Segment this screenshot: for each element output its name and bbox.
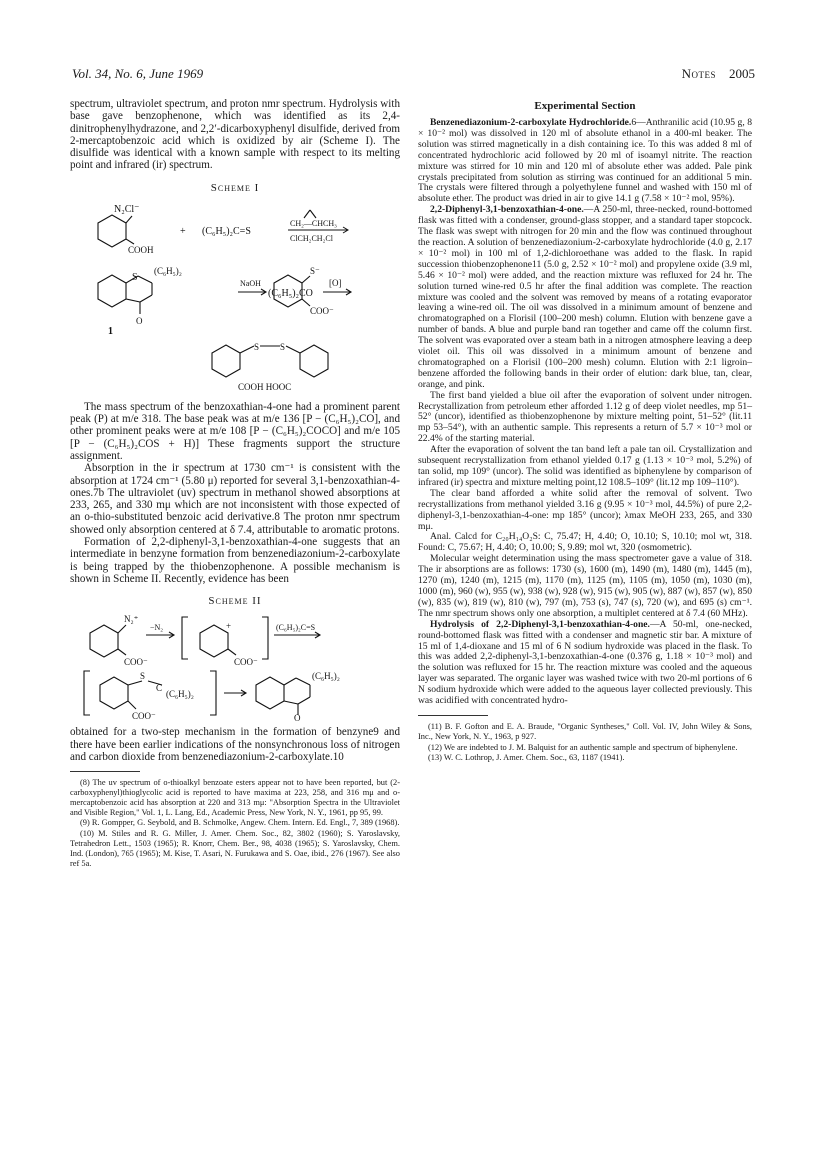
thiolate-label: S⁻	[310, 265, 320, 276]
diphenyl-label-2: (C₆H₅)₂	[312, 671, 340, 682]
right-column	[418, 98, 752, 764]
plus-sign: +	[180, 225, 186, 237]
paragraph-title: 2,2-Diphenyl-3,1-benzoxathian-4-one.	[430, 204, 584, 216]
diazonium-label: N₂⁺	[124, 614, 139, 625]
sulfonium-s-label: S	[140, 671, 146, 682]
experimental-paragraph: Molecular weight determination using the mass spectrometer gave a value of 318. The ir absorptions are as follows: 1730 (s), 1600 (m), 1490 (m), 1480 (m), 1445 (m), 1270 (m), 1240 (m), 1215 (m), 1170 (m), 1125 (m), 1105 (m), 1050 (m), 1030 (m), 1000 (m), 960 (w), 955 (w), 938 (w), 928 (w), 915 (w), 905 (w), 887 (w), 857 (w), 850 (w), 835 (w), 819 (w), 810 (w), 797 (m), 753 (s), 747 (s), 720 (w), and 695 (s) cm⁻¹. The nmr spectrum shows only one absorption, a multiplet centered at δ 7.4 (60 MHz).	[418, 553, 752, 619]
experimental-paragraph: The clear band afforded a white solid after the removal of solvent. Two recrystallizations from methanol yielded 3.16 g (9.95 × 10⁻³ mol, 44.5%) of pure 2,2-diphenyl-3,1-benzoxathian-4-one: mp 185° (uncor); λmax MeOH 233, 265, and 330 mμ.	[418, 487, 752, 532]
benzene-ring-disulfide-left	[212, 345, 240, 377]
footnote: (13) W. C. Lothrop, J. Amer. Chem. Soc., 63, 1187 (1941).	[428, 753, 625, 763]
scheme-1-title: Scheme I	[210, 181, 260, 194]
carboxylate-label-2: COO⁻	[234, 657, 258, 668]
experimental-paragraph	[418, 205, 752, 390]
footnote-rule	[70, 771, 140, 772]
experimental-paragraph	[418, 118, 752, 205]
ring-sulfur-label: S	[132, 271, 138, 283]
paragraph: Absorption in the ir spectrum at 1730 cm⁻¹ is consistent with the absorption at 1724 cm⁻¹ (5.80 μ) reported for several 3,1-benzoxathian-4-ones.7b The ultraviolet (uv) spectrum in methanol showed absorptions at 233, 265, and 330 mμ which are not inconsistent with those expected of an o-thio-substituted benzoic acid derivative.8 The proton nmr spectrum showed only absorption centered at δ 7.4, attributable to aromatic protons.	[70, 462, 400, 536]
cooh-label: COOH	[128, 244, 154, 255]
thiobenzophenone-label: (C₆H₅)₂C=S	[202, 225, 251, 237]
carboxylate-label: COO⁻	[310, 305, 334, 316]
experimental-paragraph: After the evaporation of solvent the tan band left a pale tan oil. Crystallization and subsequent recrystallization from ethanol yielded 0.17 g (1.13 × 10⁻³ mol, 5.2%) of tan solid, mp 109° (uncor). The solid was identified as biphenylene by comparison of infrared (ir) spectra and mixture melting point,12 108.5–109° (lit.12 mp 109–110°).	[418, 444, 752, 488]
section-heading: Experimental Section	[534, 100, 636, 112]
paragraph-title: Benzenediazonium-2-carboxylate Hydrochloride.	[430, 117, 632, 128]
footnote-rule	[418, 715, 488, 716]
thione-reagent-label: (C₆H₅)₂C=S	[276, 623, 316, 633]
footnote: (9) R. Gompper, G. Seybold, and B. Schmolke, Angew. Chem. Intern. Ed. Engl., 7, 389 (1968).	[80, 818, 400, 828]
scheme-2-title: Scheme II	[208, 595, 262, 608]
paragraph: The mass spectrum of the benzoxathian-4-one had a prominent parent peak (P) at m/e 318. The base peak was at m/e 136 [P − (C₆H₅)₂CO], and other prominent peaks were at m/e 108 [P − (C₆H₅)₂COCO] and m/e 105 [P − (C₆H₅)₂COS + H)] These fragments support the structure assignment.	[70, 400, 400, 462]
carboxylate-label: COO⁻	[124, 657, 148, 668]
paragraph: spectrum, ultraviolet spectrum, and proton nmr spectrum. Hydrolysis with base gave benzophenone, which was identified as its 2,4-dinitrophenylhydrazone, and 2,2′-dicarboxyphenyl disulfide, derived from 2-mercaptobenzoic acid which is oxidized by air (Scheme I). The disulfide was identical with a known sample with respect to its melting point and infrared (ir) spectrum.	[70, 98, 400, 172]
benzene-ring-diazonium	[98, 215, 126, 247]
benzophenone-label: (C₆H₅)₂CO	[268, 287, 313, 299]
diphenyl-label: (C₆H₅)₂	[154, 265, 182, 276]
diazonium-label: N₂Cl⁻	[114, 203, 140, 215]
solvent-label: ClCH₂CH₂Cl	[290, 233, 333, 243]
paragraph-title: Hydrolysis of 2,2-Diphenyl-3,1-benzoxathian-4-one.	[430, 618, 650, 630]
scheme-2-figure	[70, 611, 400, 721]
running-header-right	[682, 66, 755, 82]
diphenyl-label: (C₆H₅)₂	[166, 689, 194, 700]
footnote: (8) The uv spectrum of o-thioalkyl benzoate esters appear not to have been reported, but (2-carboxyphenyl)thioglycolic acid is reported to have maxima at 223, 258, and 316 mμ and o-mercaptobenzoic acid has absorption at 220 and 313 mμ: "Absorption Spectra in the Ultraviolet and Visible Region," Vol. 1, L. Lang, Ed., Academic Press, New York, N. Y., 1961, pp 95, 99.	[70, 778, 400, 817]
left-column	[70, 98, 400, 869]
paragraph-text: 6—Anthranilic acid (10.95 g, 8 × 10⁻² mol) was dissolved in 120 ml of absolute ethanol in a 400-ml beaker. The solution was stirred magnetically in a dish containing ice. To this was added 8 ml of concentrated hydrochloric acid followed by 20 ml of isoamyl nitrite. The reaction mixture was stirred for 10 min and 120 ml of absolute ether was added. Pale pink crystals precipitated from solution as stirring was continued for an additional 5 min. The crystals were filtered through a polyethylene funnel and washed with 150 ml of absolute ether. The product was dried in air to give 14.1 g (7.58 × 10⁻² mol, 95%).	[418, 117, 752, 205]
disulfide-s2: S	[280, 341, 286, 352]
paragraph-text: —A 50-ml, one-necked, round-bottomed flask was fitted with a condenser and magnetic stir bar. A mixture of 15 ml of 1,4-dioxane and 15 ml of 6 N sodium hydroxide was placed in the flask. To this was added 2,2-diphenyl-3,1-benzoxathian-4-one (0.376 g, 1.18 × 10⁻³ mol) and the solution was refluxed for 15 hr. The reaction mixture was cooled and the aqueous layer was separated. The organic layer was washed twice with two 20-ml portions of 6 N sodium hydroxide which were added to the aqueous layer collected previously. This was acidified with concentrated hydro-	[418, 618, 752, 707]
naoh-label: NaOH	[240, 278, 261, 288]
carbanion-c-label: C	[156, 683, 163, 694]
paragraph: Formation of 2,2-diphenyl-3,1-benzoxathian-4-one suggests that an intermediate in benzyne formation from benzenediazonium-2-carboxylate is being trapped by the thiobenzophenone. A possible mechanism is shown in Scheme II. Recently, evidence has been	[70, 536, 400, 585]
cooh-hooc-label: COOH HOOC	[238, 381, 292, 392]
benzene-ring-disulfide-right	[300, 345, 328, 377]
page-number: 2005	[729, 66, 755, 81]
carboxylate-label-3: COO⁻	[132, 711, 156, 722]
benzene-ring-oxathianone	[98, 275, 126, 307]
paragraph-text: —A 250-ml, three-necked, round-bottomed flask was fitted with a condenser, ground-glass stopper, and a standard taper stopcock. The flask was swept with nitrogen for 20 min and the flow was continued throughout the reaction. A solution of benzenediazonium-2-carboxylate hydrochloride (4.0 g, 2.17 × 10⁻² mol) in 100 ml of 1,2-dichloroethane was added to the flask. In rapid succession thiobenzophenone11 (5.0 g, 2.52 × 10⁻² mol) and propylene oxide (3.9 ml, 5.46 × 10⁻² mol) were added, and the reaction mixture was refluxed for 24 hr. The solution turned wine-red 0.5 hr after the final addition was complete. The reaction mixture was cooled and the solvent was removed by means of a rotating evaporator leaving a wine-red oil. The oil was dissolved in a minimum amount of benzene and chromatographed on a Florisil (100–200 mesh) column. Elution with benzene gave a number of bands. A blue and purple band ran together and came off the column first. The solvent was evaporated over a steam bath in a nitrogen atmosphere leaving a deep violet oil. This oil was dissolved in a minimum amount of benzene and chromatographed on a Florisil (100–200 mesh) column. Elution with 2:1 ligroin–benzene afforded the following bands in their order of elution: dark blue, tan, clear, orange, and pink.	[418, 204, 752, 390]
scheme-1-figure	[70, 198, 400, 396]
experimental-paragraph: The first band yielded a blue oil after the evaporation of solvent under nitrogen. Recrystallization from petroleum ether afforded 1.12 g of deep violet needles, mp 51–52° (uncor), identified as thiobenzophenone by mixture melting point, 51–52° (lit.11 mp 53–54°), with an authentic sample. This represents a return of 5.7 × 10⁻³ mol or 22.4% of the starting material.	[418, 389, 752, 445]
propylene-oxide-label: CH₂—CHCH₃	[290, 218, 337, 228]
footnote: (10) M. Stiles and R. G. Miller, J. Amer. Chem. Soc., 82, 3802 (1960); S. Yaroslavsky, Tetrahedron Lett., 1503 (1965); R. Knorr, Chem. Ber., 98, 4038 (1965); S. Yaroslavsky, Chem. Ind. (London), 765 (1965); M. Kise, T. Asari, N. Furukawa and S. Oae, ibid., 276 (1967). See also ref 5a.	[70, 829, 400, 868]
oxidation-label: [O]	[329, 277, 342, 288]
compound-number: 1	[108, 325, 113, 337]
paragraph: obtained for a two-step mechanism in the formation of benzyne9 and there have been earlier indications of the nonsynchronous loss of nitrogen and carbon dioxide from benzenediazonium-2-carboxylate.10	[70, 726, 400, 763]
footnote: (12) We are indebted to J. M. Balquist for an authentic sample and spectrum of biphenylene.	[428, 742, 738, 752]
disulfide-s1: S	[254, 341, 260, 352]
experimental-paragraph: Anal. Calcd for C₂₀H₁₄O₂S: C, 75.47; H, 4.40; O, 10.10; S, 10.10; mol wt, 318. Found: C, 75.67; H, 4.40; O, 10.00; S, 9.89; mol wt, 320 (osmometric).	[418, 531, 752, 554]
carbonyl-o-label: O	[294, 713, 301, 722]
carbonyl-o-label: O	[136, 315, 143, 326]
running-header-left: Vol. 34, No. 6, June 1969	[72, 66, 204, 81]
experimental-paragraph	[418, 620, 752, 707]
loss-n2-label: −N₂	[150, 623, 164, 633]
cation-plus: +	[226, 621, 232, 632]
section-label: Notes	[681, 66, 716, 81]
footnote: (11) B. F. Gofton and E. A. Braude, "Organic Syntheses," Coll. Vol. IV, John Wiley & Sons, Inc., New York, N. Y., 1963, p 927.	[418, 721, 752, 741]
